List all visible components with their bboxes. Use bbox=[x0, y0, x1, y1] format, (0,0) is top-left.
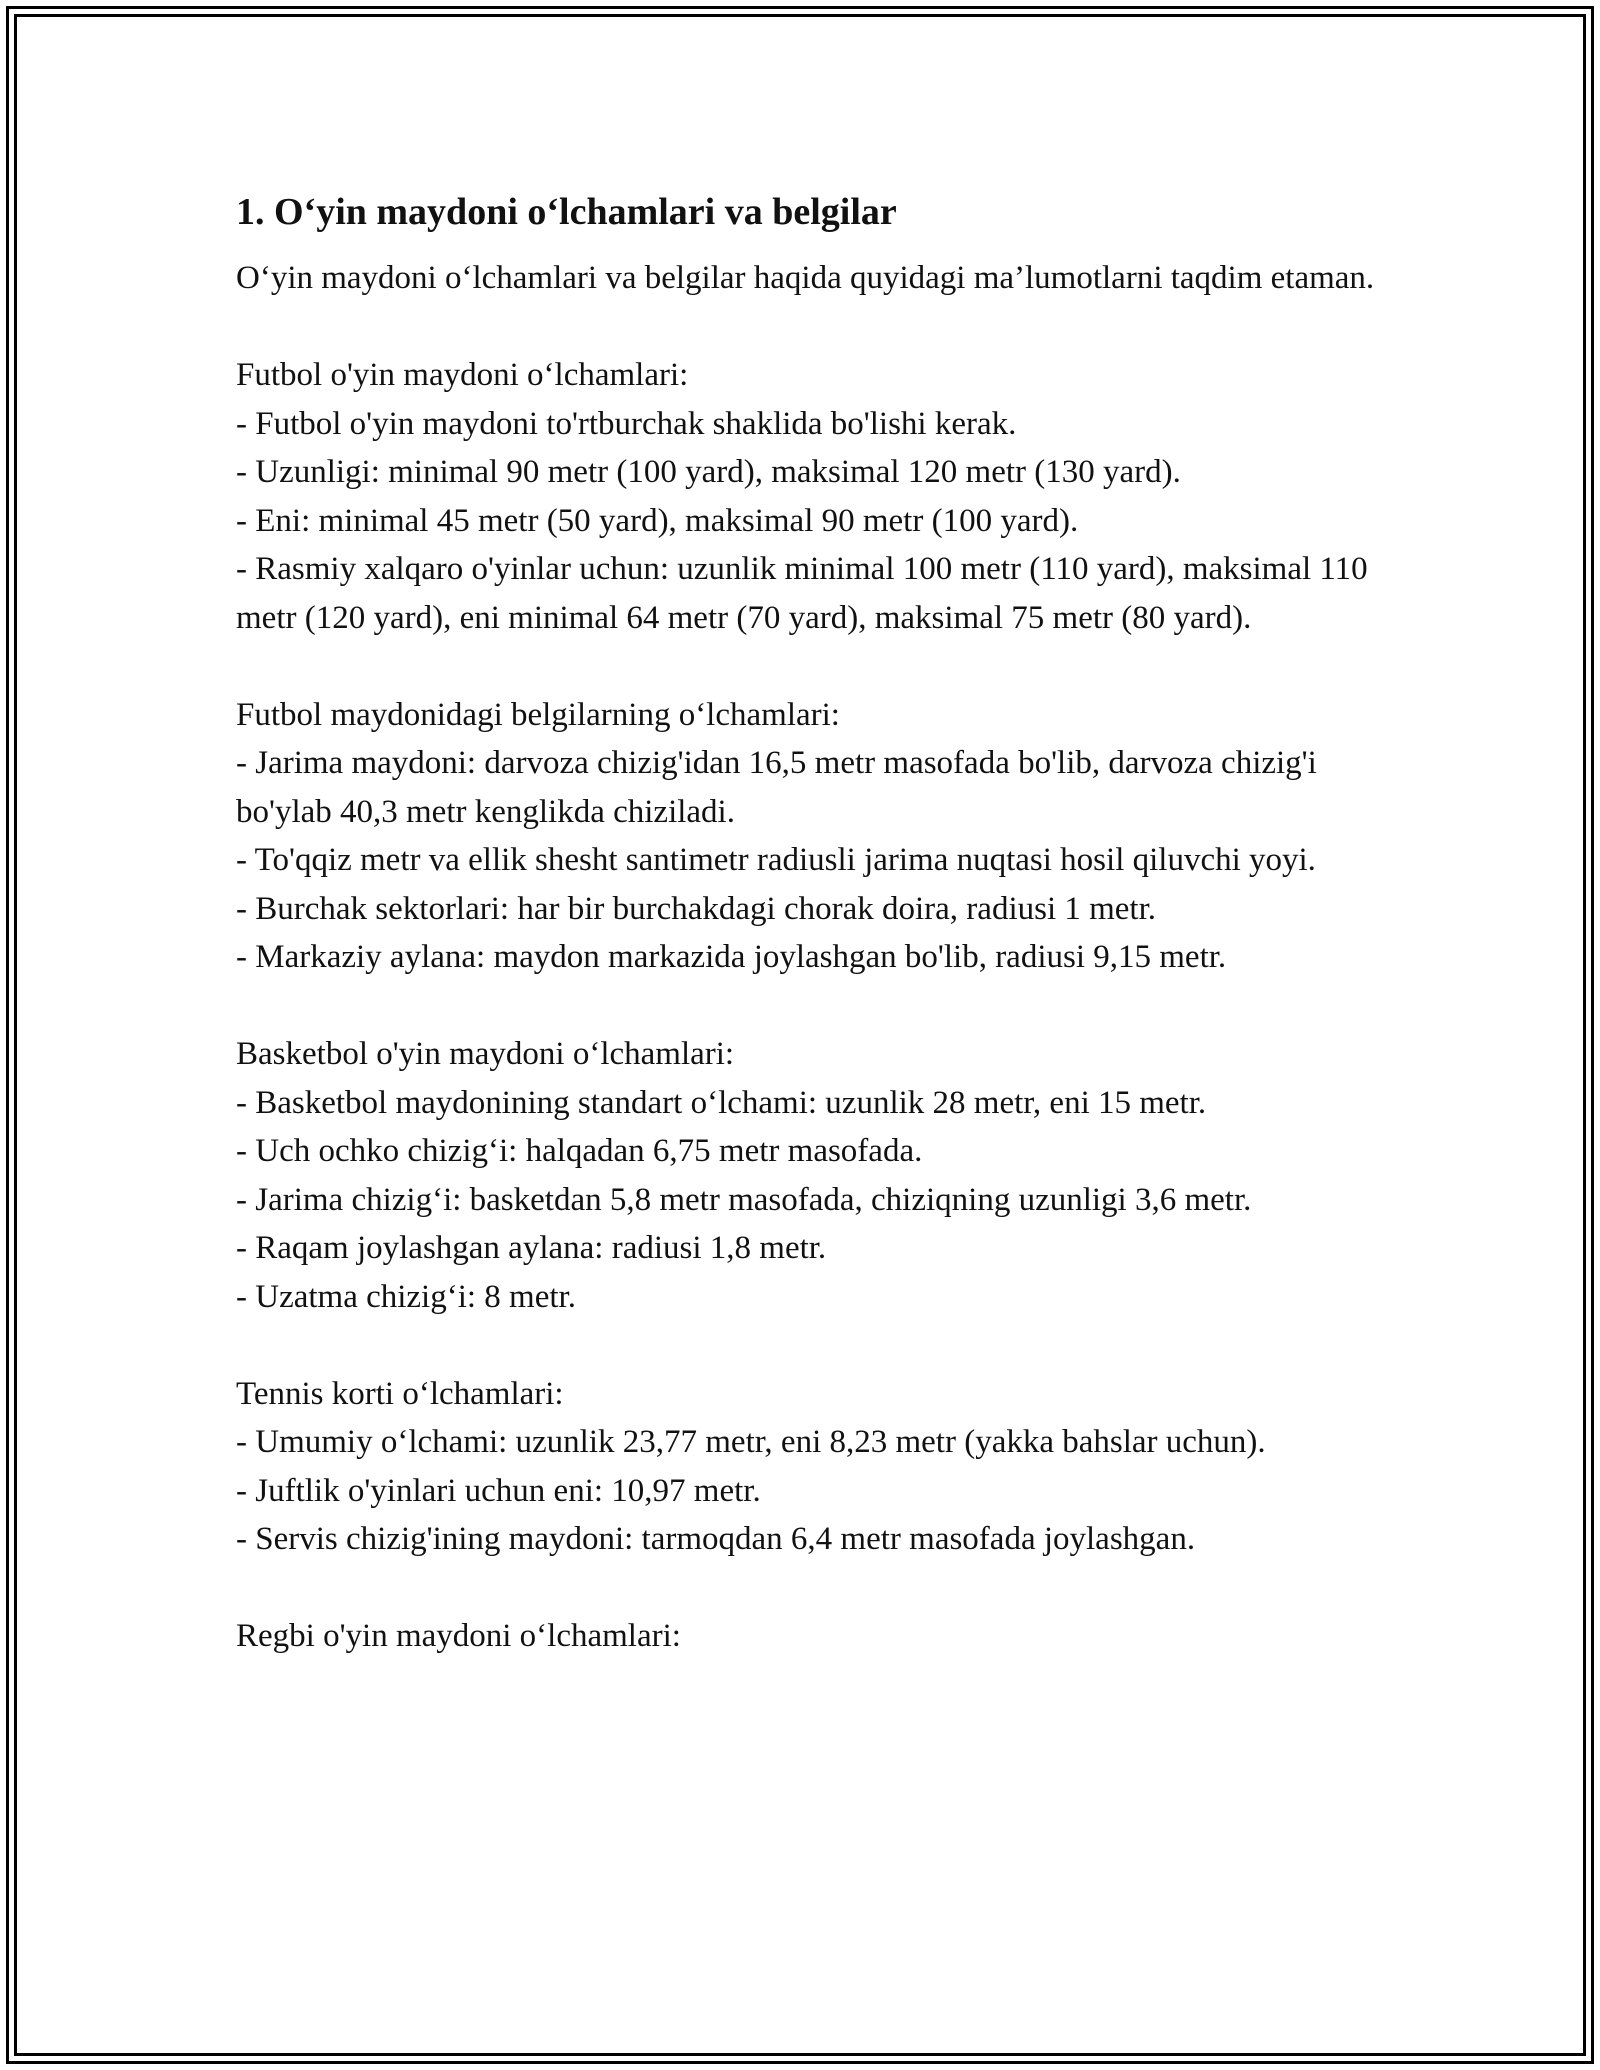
section-football-markings bbox=[236, 691, 1396, 982]
list-item: - Umumiy o‘lchami: uzunlik 23,77 metr, eni 8,23 metr (yakka bahslar uchun). bbox=[236, 1424, 1266, 1460]
list-item: - Basketbol maydonining standart o‘lchami: uzunlik 28 metr, eni 15 metr. bbox=[236, 1084, 1207, 1121]
list-item: - Jarima chizig‘i: basketdan 5,8 metr masofada, chiziqning uzunligi 3,6 metr. bbox=[236, 1181, 1252, 1218]
list-item: - Futbol o'yin maydoni to'rtburchak shaklida bo'lishi kerak. bbox=[236, 405, 1017, 442]
list-item: - Rasmiy xalqaro o'yinlar uchun: uzunlik minimal 100 metr (110 yard), maksimal 110 metr (120 yard), eni minimal 64 metr (70 yard), maksimal 75 metr (80 yard). bbox=[236, 551, 1368, 636]
section-tennis bbox=[236, 1370, 1396, 1564]
section-title: Tennis korti o‘lchamlari: bbox=[236, 1375, 564, 1412]
list-item: - Raqam joylashgan aylana: radiusi 1,8 metr. bbox=[236, 1230, 827, 1266]
list-item: - Servis chizig'ining maydoni: tarmoqdan 6,4 metr masofada joylashgan. bbox=[236, 1521, 1196, 1557]
list-item: - Burchak sektorlari: har bir burchakdagi chorak doira, radiusi 1 metr. bbox=[236, 890, 1157, 927]
list-item: - Eni: minimal 45 metr (50 yard), maksimal 90 metr (100 yard). bbox=[236, 502, 1079, 539]
list-item: - Markaziy aylana: maydon markazida joylashgan bo'lib, radiusi 9,15 metr. bbox=[236, 939, 1227, 975]
section-title: Futbol maydonidagi belgilarning o‘lchamlari: bbox=[236, 696, 840, 733]
section-title: Futbol o'yin maydoni o‘lchamlari: bbox=[236, 357, 689, 393]
section-title: Basketbol o'yin maydoni o‘lchamlari: bbox=[236, 1036, 735, 1072]
section-football bbox=[236, 351, 1396, 642]
list-item: - Uzunligi: minimal 90 metr (100 yard), maksimal 120 metr (130 yard). bbox=[236, 454, 1181, 490]
list-item: - Uzatma chizig‘i: 8 metr. bbox=[236, 1278, 576, 1315]
list-item: - Juftlik o'yinlari uchun eni: 10,97 metr. bbox=[236, 1472, 761, 1509]
section-heading: 1. O‘yin maydoni o‘lchamlari va belgilar bbox=[236, 191, 897, 233]
list-item: - To'qqiz metr va ellik shesht santimetr radiusli jarima nuqtasi hosil qiluvchi yoyi. bbox=[236, 842, 1316, 878]
document-body bbox=[236, 186, 1396, 1661]
intro-paragraph: O‘yin maydoni o‘lchamlari va belgilar haqida quyidagi ma’lumotlarni taqdim etaman. bbox=[236, 260, 1375, 296]
section-title: Regbi o'yin maydoni o‘lchamlari: bbox=[236, 1618, 681, 1654]
list-item: - Jarima maydoni: darvoza chizig'idan 16,5 metr masofada bo'lib, darvoza chizig'i bo'ylab 40,3 metr kenglikda chiziladi. bbox=[236, 745, 1317, 830]
section-basketball bbox=[236, 1030, 1396, 1321]
list-item: - Uch ochko chizig‘i: halqadan 6,75 metr masofada. bbox=[236, 1133, 923, 1169]
section-rugby bbox=[236, 1612, 1396, 1661]
